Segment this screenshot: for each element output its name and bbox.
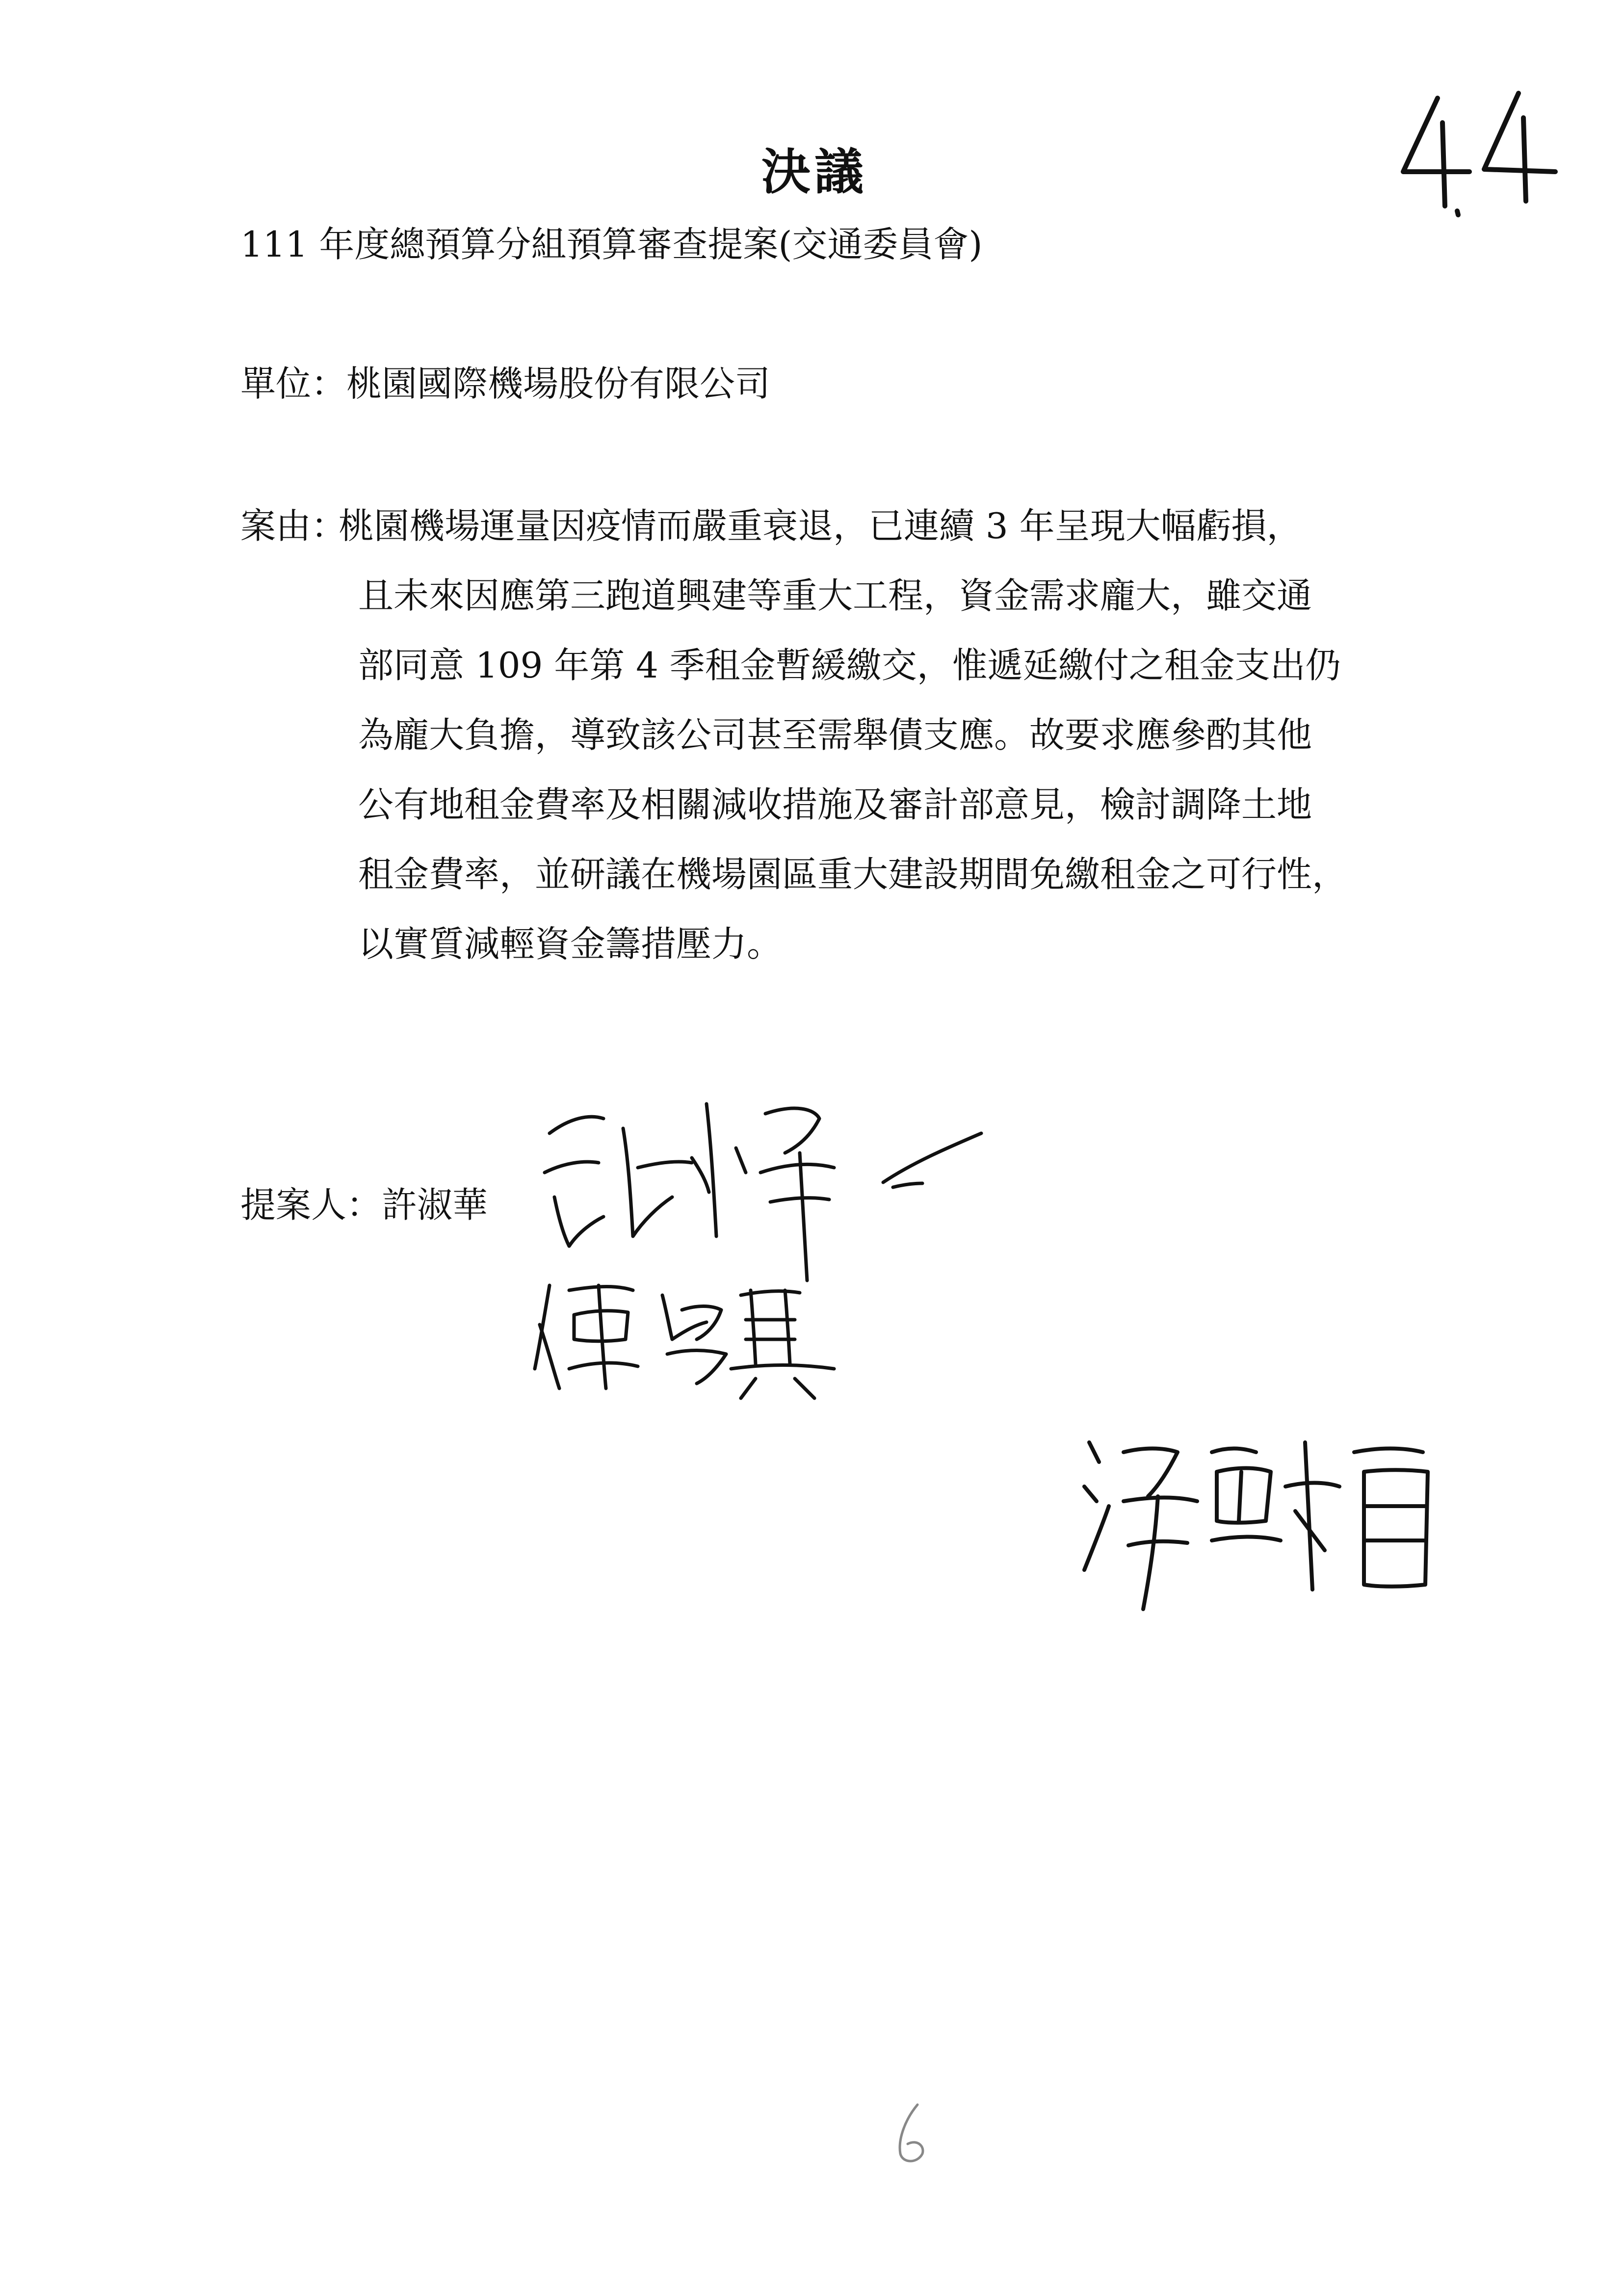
document-subtitle: 111 年度總預算分組預算審查提案(交通委員會) xyxy=(240,224,983,265)
folio-handwriting-icon xyxy=(883,2100,942,2168)
signature-handwriting-icon xyxy=(1070,1423,1452,1629)
document-title: 決議 xyxy=(761,143,867,201)
signature-2 xyxy=(520,1256,873,1403)
case-line: 部同意 109 年第 4 季租金暫緩繳交，惟遞延繳付之租金支出仍 xyxy=(358,645,1341,686)
handwritten-folio xyxy=(883,2100,942,2168)
unit-field: 單位：桃園國際機場股份有限公司 xyxy=(240,363,771,404)
page-number-handwriting-icon xyxy=(1384,78,1590,226)
handwritten-page-number xyxy=(1384,78,1590,226)
signature-3 xyxy=(1070,1423,1452,1629)
case-line: 租金費率，並研議在機場園區重大建設期間免繳租金之可行性， xyxy=(358,854,1348,895)
case-line: 為龐大負擔，導致該公司甚至需舉債支應。故要求應參酌其他 xyxy=(358,714,1312,756)
case-line: 公有地租金費率及相關減收措施及審計部意見，檢討調降土地 xyxy=(358,784,1312,825)
case-line: 且未來因應第三跑道興建等重大工程，資金需求龐大，雖交通 xyxy=(358,575,1312,616)
proposer-field: 提案人：許淑華 xyxy=(240,1184,488,1226)
case-line: 以實質減輕資金籌措壓力。 xyxy=(358,923,783,965)
case-line: 桃園機場運量因疫情而嚴重衰退，已連續 3 年呈現大幅虧損， xyxy=(339,505,1302,547)
signature-handwriting-icon xyxy=(520,1256,873,1403)
case-label: 案由： xyxy=(240,505,347,547)
